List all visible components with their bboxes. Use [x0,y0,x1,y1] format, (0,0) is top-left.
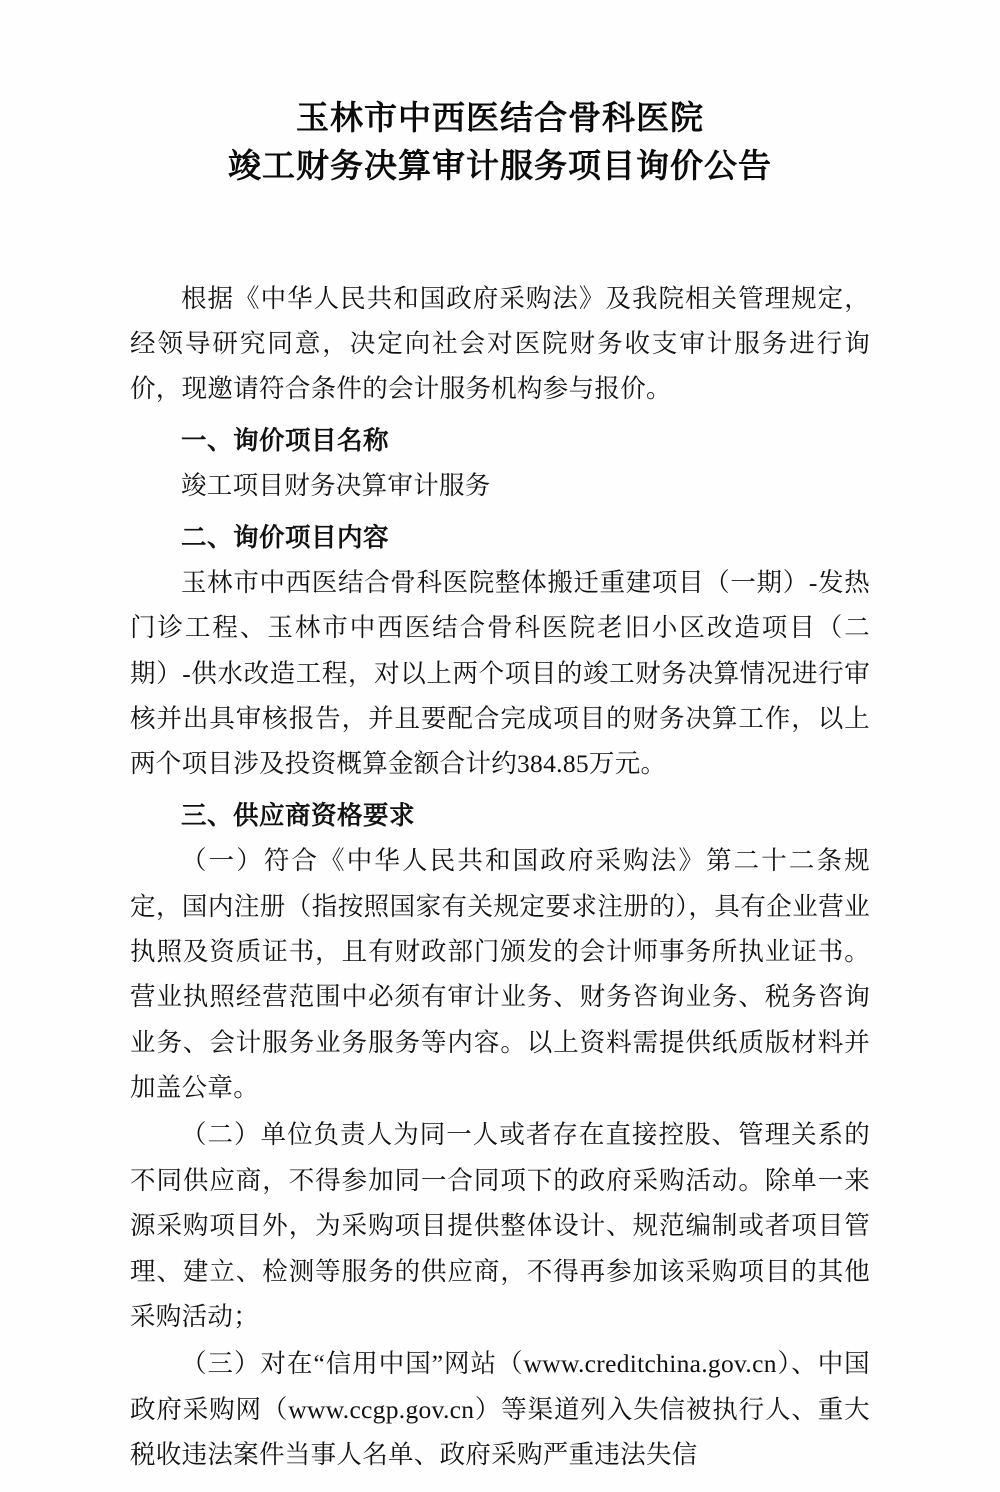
intro-paragraph: 根据《中华人民共和国政府采购法》及我院相关管理规定，经领导研究同意，决定向社会对医院财务收支审计服务进行询价，现邀请符合条件的会计服务机构参与报价。 [130,283,870,404]
section-heading-1: 一、询价项目名称 [181,425,390,455]
section-3-paragraph-1: （一）符合《中华人民共和国政府采购法》第二十二条规定，国内注册（指按照国家有关规定要求注册的），具有企业营业执照及资质证书，且有财政部门颁发的会计师事务所执业证书。营业执照经营范围中必须有审计业务、财务咨询业务、税务咨询业务、会计服务业务服务等内容。以上资料需提供纸质版材料并加盖公章。 [130,846,870,1103]
page-title [130,96,870,192]
title-spacer [130,192,870,276]
section-heading-3: 三、供应商资格要求 [181,800,416,830]
section-3-paragraph-2: （二）单位负责人为同一人或者存在直接控股、管理关系的不同供应商，不得参加同一合同项下的政府采购活动。除单一来源采购项目外，为采购项目提供整体设计、规范编制或者项目管理、建立、检测等服务的供应商，不得再参加该采购项目的其他采购活动； [130,1120,870,1331]
section-3-paragraph-3: （三）对在“信用中国”网站（www.creditchina.gov.cn）、中国政府采购网（www.ccgp.gov.cn）等渠道列入失信被执行人、重大税收违法案件当事人名单、政府采购严重违法失信 [130,1349,870,1470]
page-title-line-2: 竣工财务决算审计服务项目询价公告 [228,148,772,185]
section-2-paragraph-1: 玉林市中西医结合骨科医院整体搬迁重建项目（一期）-发热门诊工程、玉林市中西医结合骨科医院老旧小区改造项目（二期）-供水改造工程，对以上两个项目的竣工财务决算情况进行审核并出具审核报告，并且要配合完成项目的财务决算工作，以上两个项目涉及投资概算金额合计约384.85万元。 [130,567,870,779]
document-body [130,276,870,1478]
section-heading-2: 二、询价项目内容 [181,522,390,552]
section-1-paragraph-1: 竣工项目财务决算审计服务 [181,471,491,501]
page-title-line-1: 玉林市中西医结合骨科医院 [296,101,704,137]
